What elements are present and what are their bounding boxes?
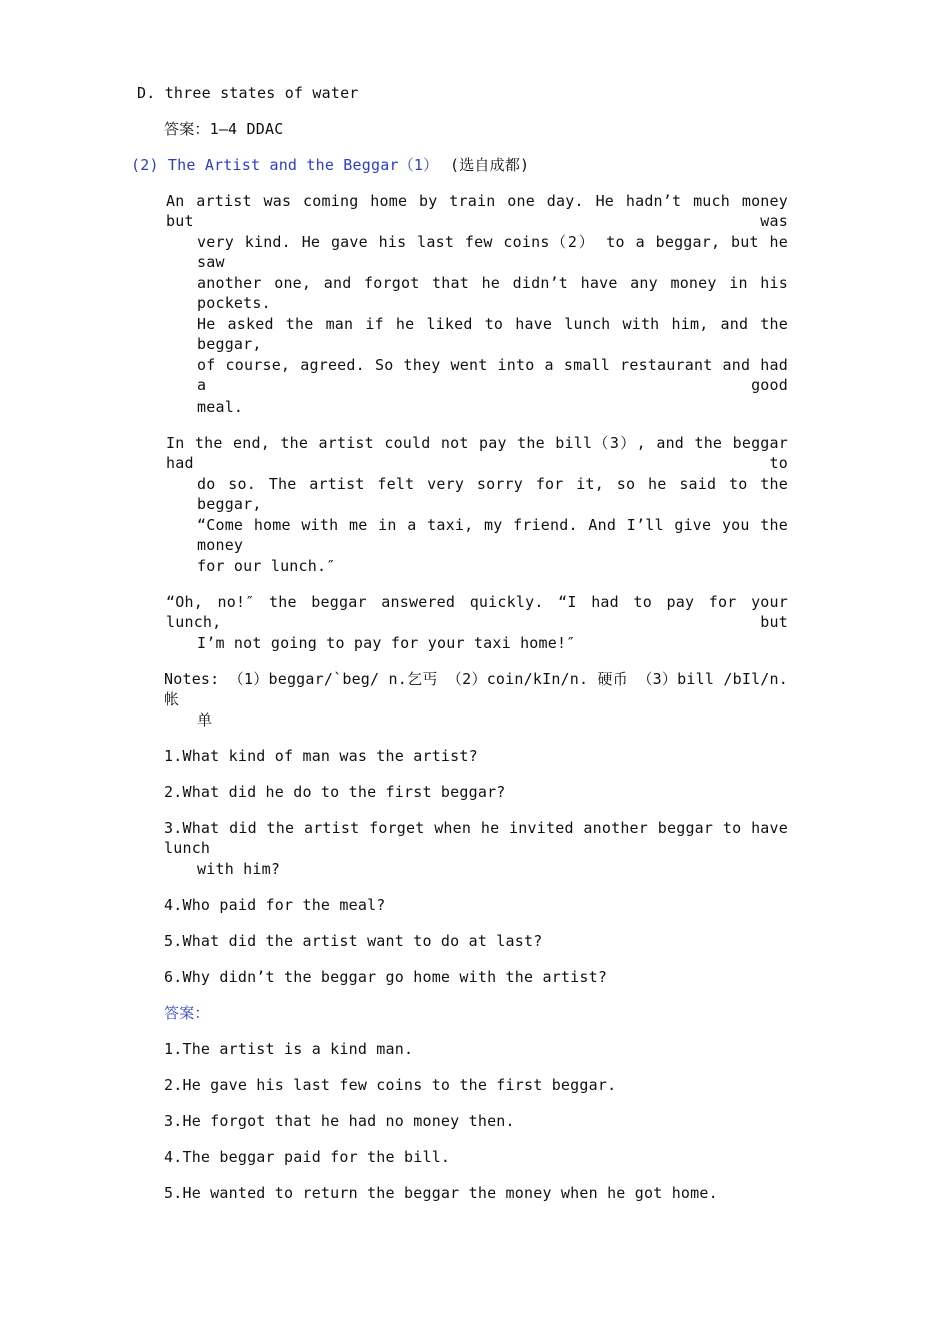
previous-answer: 答案：1—4 DDAC: [164, 120, 284, 138]
question-3: 3.What did the artist forget when he invited another beggar to have lunch: [164, 819, 788, 857]
passage-p1-line-3: another one, and forgot that he didn’t have any money in his pockets.: [197, 274, 788, 312]
passage-p3-line-1: “Oh, no!″ the beggar answered quickly. “I had to pay for your lunch, but: [166, 593, 788, 631]
previous-option-d: D. three states of water: [137, 84, 359, 102]
section-source: (选自成都): [450, 156, 530, 174]
notes-line-2: 单: [197, 711, 213, 729]
notes-line-1: Notes: （1）beggar/`beg/ n.乞丐 （2）coin/kIn/n. 硬币 （3）bill /bIl/n.帐: [164, 670, 788, 708]
passage-p1-line-5: of course, agreed. So they went into a small restaurant and had a good: [197, 356, 788, 394]
question-3-continued: with him?: [197, 860, 281, 878]
question-2: 2.What did he do to the first beggar?: [164, 783, 506, 801]
answer-5: 5.He wanted to return the beggar the money when he got home.: [164, 1184, 718, 1202]
passage-p2-line-1: In the end, the artist could not pay the bill（3）, and the beggar had to: [166, 434, 788, 472]
answers-label: 答案：: [164, 1004, 210, 1022]
passage-p1-line-1: An artist was coming home by train one day. He hadn’t much money but was: [166, 192, 788, 230]
question-1: 1.What kind of man was the artist?: [164, 747, 478, 765]
passage-p2-line-2: do so. The artist felt very sorry for it, so he said to the beggar,: [197, 475, 788, 513]
passage-p1-line-6: meal.: [197, 398, 244, 416]
passage-p1-line-2: very kind. He gave his last few coins（2） to a beggar, but he saw: [197, 233, 788, 271]
question-5: 5.What did the artist want to do at last?: [164, 932, 543, 950]
answer-2: 2.He gave his last few coins to the first beggar.: [164, 1076, 617, 1094]
answer-4: 4.The beggar paid for the bill.: [164, 1148, 451, 1166]
answer-3: 3.He forgot that he had no money then.: [164, 1112, 515, 1130]
section-title: (2) The Artist and the Beggar（1）: [131, 156, 439, 174]
passage-p2-line-4: for our lunch.″: [197, 557, 336, 575]
question-6: 6.Why didn’t the beggar go home with the artist?: [164, 968, 608, 986]
answer-1: 1.The artist is a kind man.: [164, 1040, 414, 1058]
passage-p1-line-4: He asked the man if he liked to have lunch with him, and the beggar,: [197, 315, 788, 353]
passage-p3-line-2: I’m not going to pay for your taxi home!″: [197, 634, 576, 652]
question-4: 4.Who paid for the meal?: [164, 896, 386, 914]
passage-p2-line-3: “Come home with me in a taxi, my friend. And I’ll give you the money: [197, 516, 788, 554]
